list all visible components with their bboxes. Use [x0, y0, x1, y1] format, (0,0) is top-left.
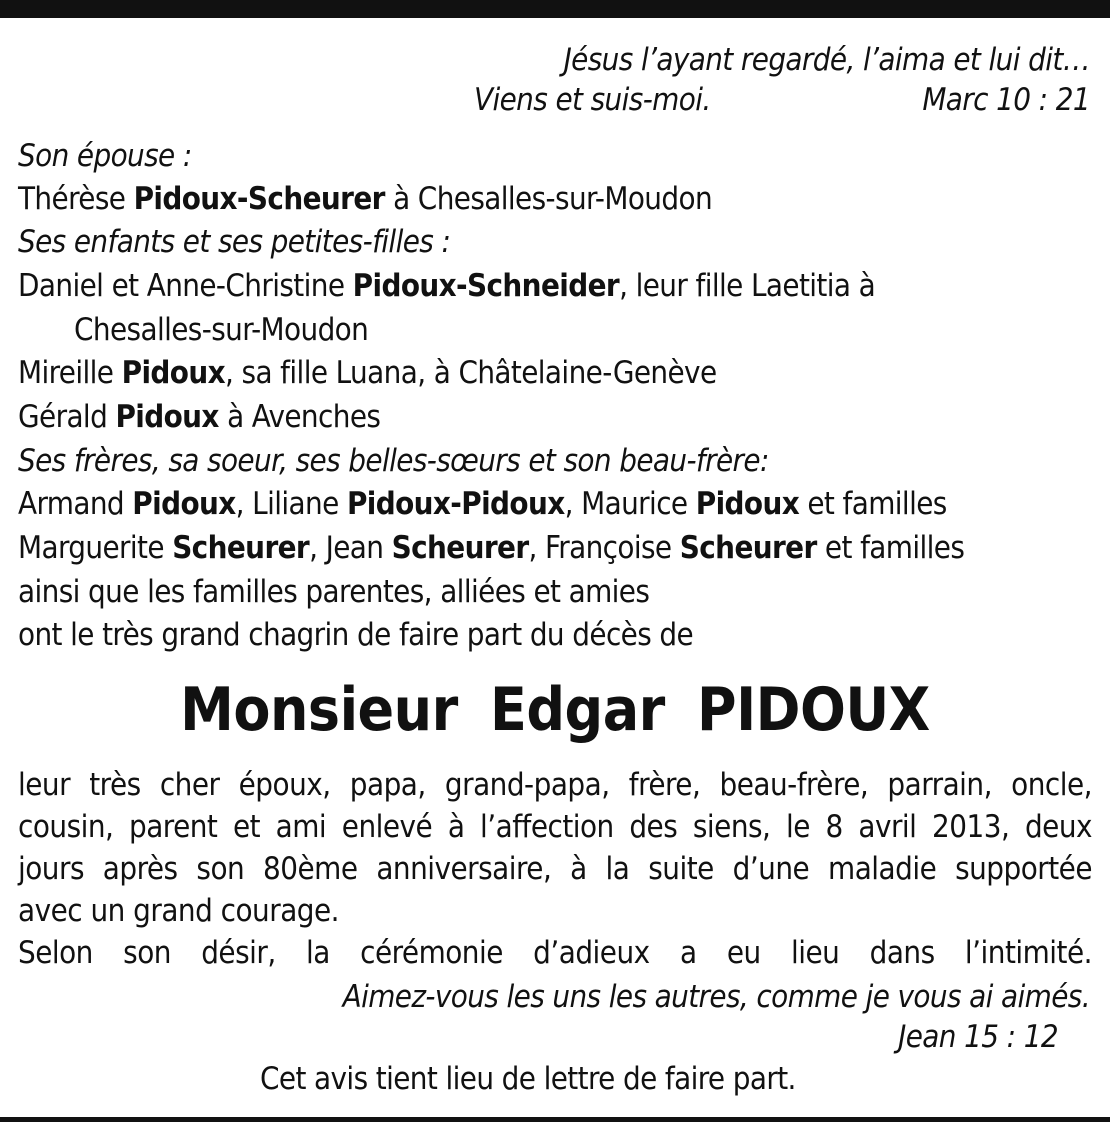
obituary-body — [18, 764, 1092, 974]
siblings-heading: Ses frères, sa soeur, ses belles-sœurs et son beau-frère: — [18, 443, 769, 479]
spouse-heading: Son épouse : — [18, 138, 192, 174]
child-line-3: Gérald Pidoux à Avenches — [18, 399, 381, 435]
siblings-line-1: Armand Pidoux, Liliane Pidoux-Pidoux, Maurice Pidoux et familles — [18, 486, 947, 522]
child-line-1: Daniel et Anne-Christine Pidoux-Schneider, leur fille Laetitia à — [18, 268, 876, 304]
child-line-1-continued: Chesalles-sur-Moudon — [74, 312, 369, 348]
epigraph-reference: Marc 10 : 21 — [922, 82, 1090, 118]
relatives-line: ainsi que les familles parentes, alliées et amies — [18, 574, 650, 610]
top-border — [0, 0, 1110, 18]
child-line-2: Mireille Pidoux, sa fille Luana, à Châtelaine-Genève — [18, 355, 717, 391]
notice-line: Cet avis tient lieu de lettre de faire part. — [260, 1061, 796, 1097]
body-line-3: jours après son 80ème anniversaire, à la suite d’une maladie supportée — [18, 851, 1092, 887]
bottom-border — [0, 1117, 1110, 1122]
body-line-2: cousin, parent et ami enlevé à l’affection des siens, le 8 avril 2013, deux — [18, 809, 1092, 845]
body-line-5: Selon son désir, la cérémonie d’adieux a eu lieu dans l’intimité. — [18, 935, 1092, 971]
siblings-line-2: Marguerite Scheurer, Jean Scheurer, Françoise Scheurer et familles — [18, 530, 965, 566]
body-line-4: avec un grand courage. — [18, 893, 340, 929]
epigraph-line-2: Viens et suis-moi. — [474, 82, 711, 118]
closing-verse-reference: Jean 15 : 12 — [898, 1019, 1058, 1055]
closing-verse: Aimez-vous les uns les autres, comme je vous ai aimés. — [342, 979, 1090, 1015]
announcement-line: ont le très grand chagrin de faire part du décès de — [18, 617, 694, 653]
spouse-line: Thérèse Pidoux-Scheurer à Chesalles-sur-Moudon — [18, 181, 713, 217]
epigraph-line-1: Jésus l’ayant regardé, l’aima et lui dit… — [563, 42, 1090, 78]
body-line-1: leur très cher époux, papa, grand-papa, frère, beau-frère, parrain, oncle, — [18, 767, 1092, 803]
deceased-name: Monsieur Edgar PIDOUX — [180, 675, 930, 745]
children-heading: Ses enfants et ses petites-filles : — [18, 224, 451, 260]
